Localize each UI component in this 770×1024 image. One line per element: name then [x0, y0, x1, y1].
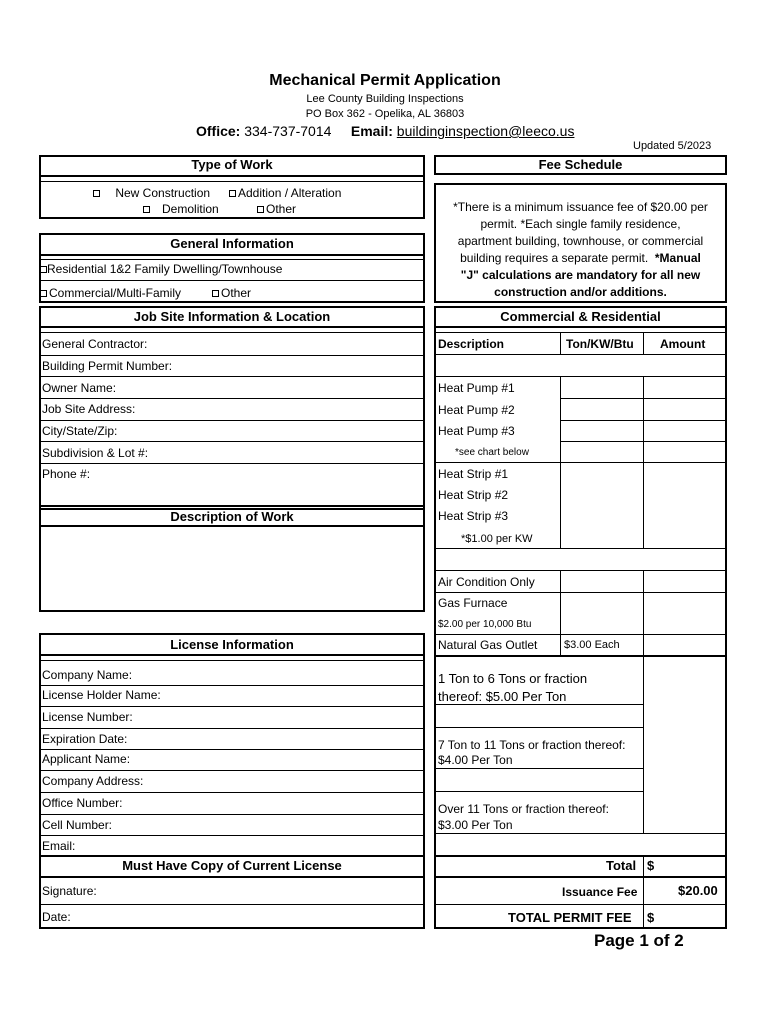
- fee-schedule-heading: Fee Schedule: [538, 157, 623, 172]
- field-license-holder-name[interactable]: License Holder Name:: [42, 688, 161, 702]
- gas-furnace: Gas Furnace: [438, 596, 508, 610]
- per-btu-note: $2.00 per 10,000 Btu: [438, 619, 532, 630]
- email-link[interactable]: buildinginspection@leeco.us: [396, 123, 575, 139]
- field-date[interactable]: Date:: [42, 910, 71, 924]
- field-phone[interactable]: Phone #:: [42, 467, 91, 481]
- fee-note-line: [434, 252, 727, 264]
- field-company-address[interactable]: Company Address:: [42, 774, 144, 788]
- heat-pump-1: Heat Pump #1: [438, 381, 515, 395]
- field-job-site-address[interactable]: Job Site Address:: [42, 402, 136, 416]
- commercial-residential-table: [434, 306, 727, 929]
- fee-note-line: apartment building, townhouse, or commercial: [457, 234, 704, 248]
- type-of-work-heading: Type of Work: [191, 157, 273, 172]
- option-label: Addition / Alteration: [238, 186, 342, 200]
- total-value[interactable]: $: [647, 858, 655, 873]
- tier3-line1: Over 11 Tons or fraction thereof:: [438, 802, 609, 816]
- option-commercial[interactable]: [40, 287, 181, 299]
- issuance-fee-label: Issuance Fee: [562, 885, 638, 899]
- page-title: Mechanical Permit Application: [269, 72, 501, 89]
- general-info-heading: General Information: [170, 236, 294, 251]
- agency-address: PO Box 362 - Opelika, AL 36803: [305, 108, 465, 120]
- option-other-general[interactable]: [210, 287, 251, 299]
- description-heading: Description of Work: [170, 509, 294, 524]
- page-number: Page 1 of 2: [594, 931, 684, 950]
- option-label: Demolition: [162, 202, 219, 216]
- tier3-line2: $3.00 Per Ton: [438, 818, 513, 832]
- natural-gas-outlet: Natural Gas Outlet: [438, 638, 538, 652]
- tier2-line2: $4.00 Per Ton: [438, 753, 513, 767]
- option-label: New Construction: [115, 186, 211, 200]
- fee-note-text: building requires a separate permit.: [460, 251, 649, 265]
- job-site-heading: Job Site Information & Location: [133, 309, 331, 324]
- heat-pump-3: Heat Pump #3: [438, 424, 515, 438]
- heat-strip-3: Heat Strip #3: [438, 509, 509, 523]
- office-phone: 334-737-7014: [244, 123, 332, 139]
- col-amount: Amount: [660, 337, 706, 351]
- option-label: Residential 1&2 Family Dwelling/Townhouse: [47, 262, 283, 276]
- field-company-name[interactable]: Company Name:: [42, 668, 133, 682]
- option-residential[interactable]: [40, 263, 282, 275]
- contact-line: [196, 124, 574, 138]
- field-city-state-zip[interactable]: City/State/Zip:: [42, 424, 118, 438]
- tier1-line1: 1 Ton to 6 Tons or fraction: [438, 671, 588, 686]
- field-email[interactable]: Email:: [42, 839, 76, 853]
- option-other-work[interactable]: [255, 203, 296, 215]
- field-owner-name[interactable]: Owner Name:: [42, 381, 117, 395]
- checkbox-icon[interactable]: [229, 190, 236, 197]
- option-addition[interactable]: [227, 187, 341, 199]
- air-condition-only: Air Condition Only: [438, 575, 535, 589]
- total-label: Total: [606, 858, 637, 873]
- option-label: Other: [221, 286, 252, 300]
- must-have-license-note: Must Have Copy of Current License: [122, 858, 342, 873]
- email-label: Email:: [350, 123, 393, 139]
- fee-note-line: construction and/or additions.: [494, 285, 667, 299]
- fee-note-line: *There is a minimum issuance fee of $20.00 per: [453, 200, 708, 214]
- field-general-contractor[interactable]: General Contractor:: [42, 337, 148, 351]
- fee-note-bold: *Manual: [654, 251, 701, 265]
- total-permit-fee-label: TOTAL PERMIT FEE: [508, 910, 632, 925]
- field-signature[interactable]: Signature:: [42, 884, 97, 898]
- option-label: Commercial/Multi-Family: [49, 286, 182, 300]
- tier1-line2: thereof: $5.00 Per Ton: [438, 689, 567, 704]
- checkbox-icon[interactable]: [257, 206, 264, 213]
- fee-note-line: permit. *Each single family residence,: [480, 217, 681, 231]
- option-demolition[interactable]: [141, 203, 219, 215]
- heat-strip-2: Heat Strip #2: [438, 488, 509, 502]
- field-expiration-date[interactable]: Expiration Date:: [42, 732, 128, 746]
- field-subdivision-lot[interactable]: Subdivision & Lot #:: [42, 446, 149, 460]
- field-license-number[interactable]: License Number:: [42, 710, 133, 724]
- tier2-line1: 7 Ton to 11 Tons or fraction thereof:: [438, 738, 626, 752]
- field-cell-number[interactable]: Cell Number:: [42, 818, 113, 832]
- option-label: Other: [266, 202, 297, 216]
- commercial-heading: Commercial & Residential: [500, 309, 661, 324]
- agency-name: Lee County Building Inspections: [306, 93, 464, 105]
- total-permit-fee-value[interactable]: $: [647, 910, 655, 925]
- col-description: Description: [438, 337, 505, 351]
- see-chart-note: *see chart below: [455, 447, 529, 458]
- per-kw-note: *$1.00 per KW: [461, 533, 533, 545]
- field-applicant-name[interactable]: Applicant Name:: [42, 752, 131, 766]
- option-new-construction[interactable]: [91, 187, 210, 199]
- fee-note-line: "J" calculations are mandatory for all new: [460, 268, 701, 282]
- checkbox-icon[interactable]: [143, 206, 150, 213]
- field-building-permit-number[interactable]: Building Permit Number:: [42, 359, 173, 373]
- natural-gas-rate: $3.00 Each: [564, 639, 620, 651]
- field-office-number[interactable]: Office Number:: [42, 796, 123, 810]
- office-label: Office:: [196, 123, 241, 139]
- license-heading: License Information: [170, 637, 294, 652]
- checkbox-icon[interactable]: [93, 190, 100, 197]
- heat-pump-2: Heat Pump #2: [438, 403, 515, 417]
- heat-strip-1: Heat Strip #1: [438, 467, 509, 481]
- checkbox-icon[interactable]: [212, 290, 219, 297]
- checkbox-icon[interactable]: [40, 290, 47, 297]
- checkbox-icon[interactable]: [40, 266, 47, 273]
- col-ton-kw-btu: Ton/KW/Btu: [566, 337, 634, 351]
- issuance-fee-value: $20.00: [678, 883, 718, 898]
- updated-date: Updated 5/2023: [633, 140, 712, 152]
